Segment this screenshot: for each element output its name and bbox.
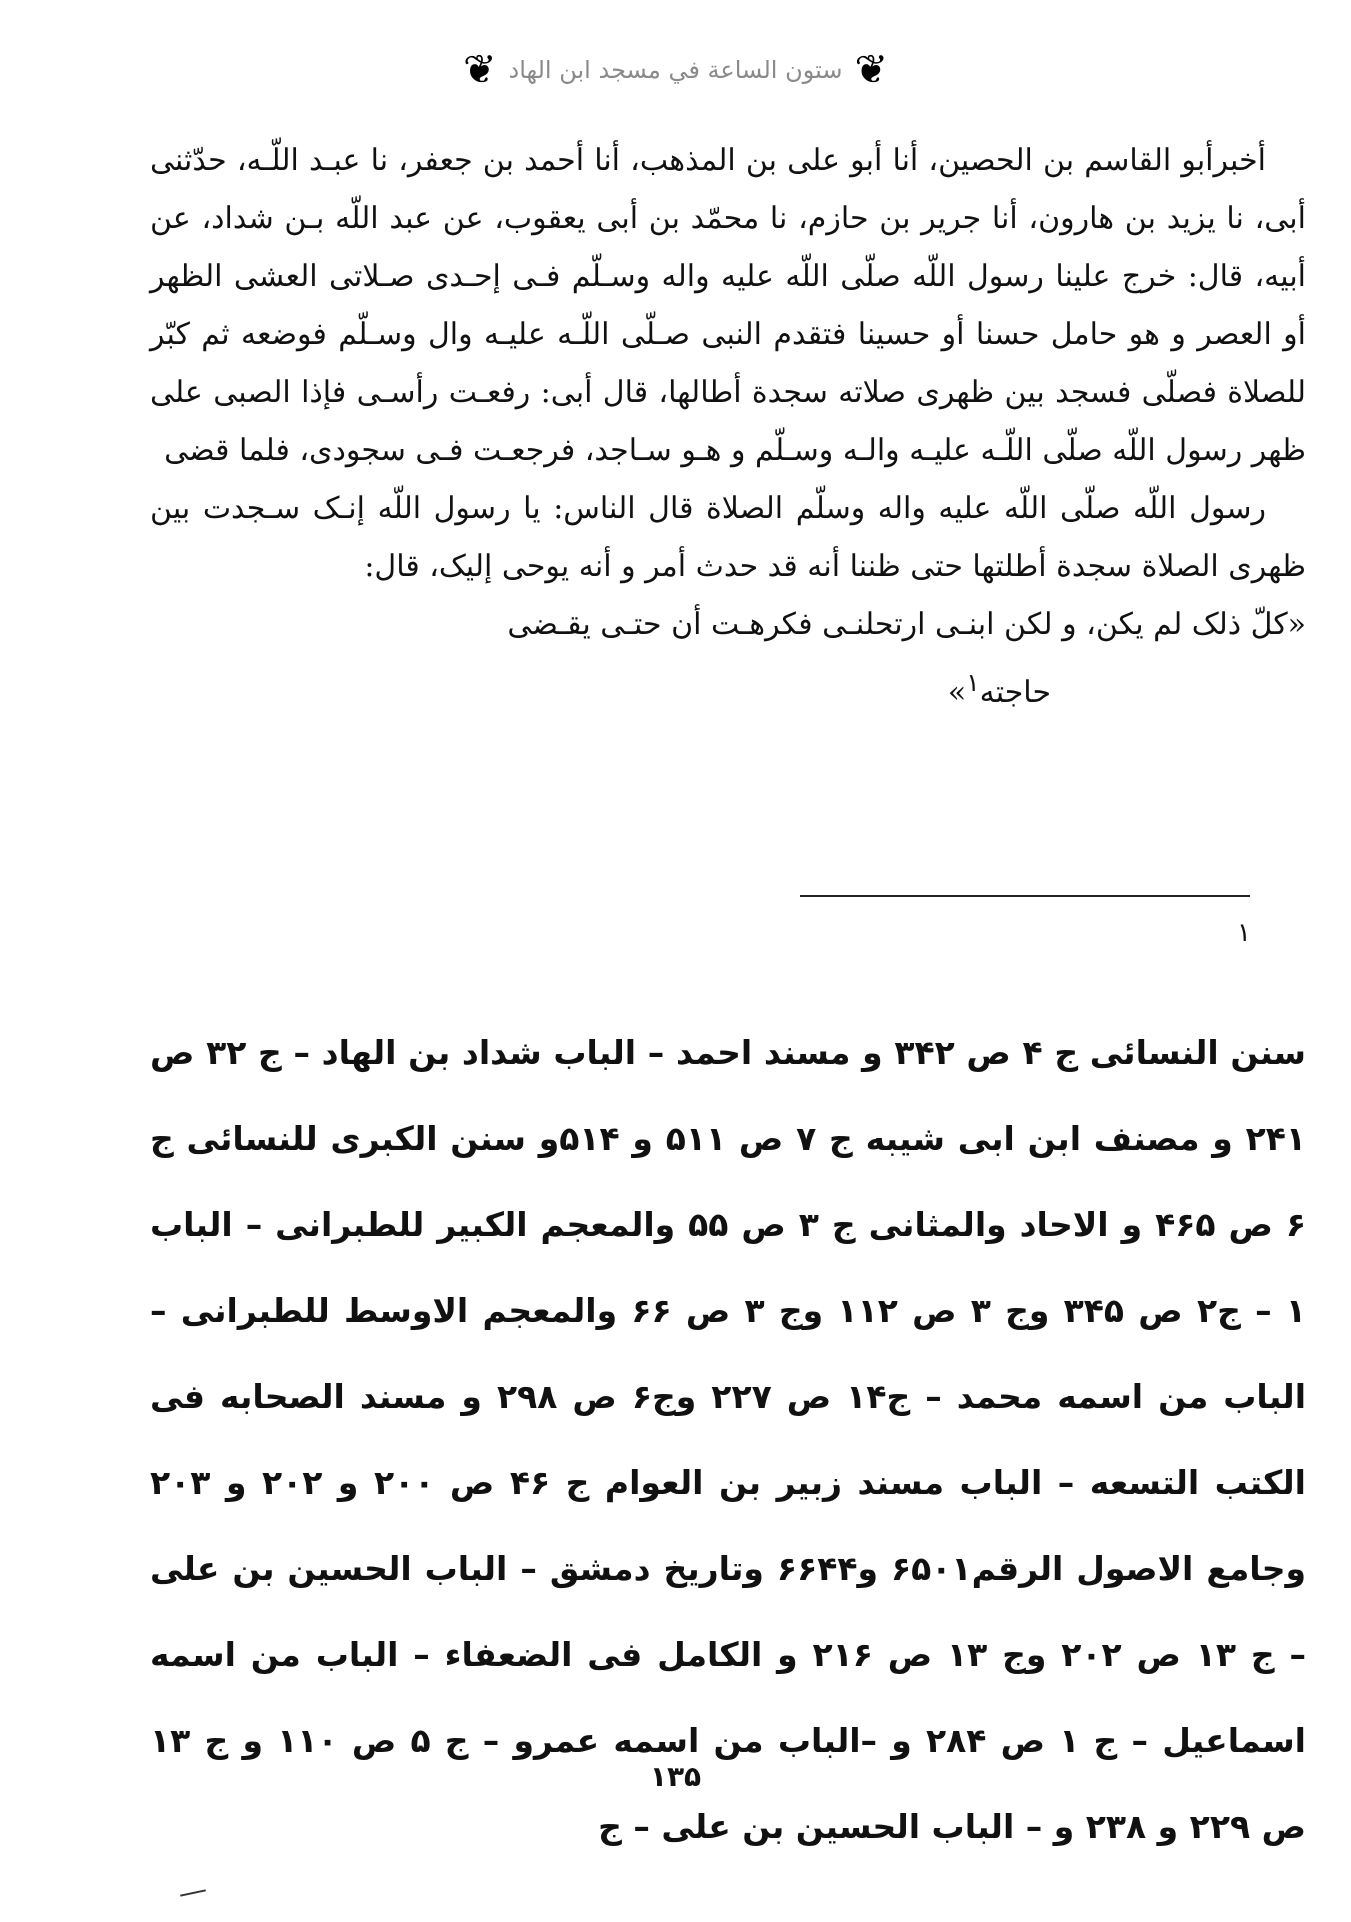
ornament-icon: ❦ [854, 47, 888, 93]
running-title: ستون الساعة في مسجد ابن الهاد [508, 56, 843, 84]
hadith-paragraph-continued: رسول اللّه صلّى اللّه عليه واله وسلّم الصلاة قال الناس: يا رسول اللّه إنـک سـجدت بين ظهرى الصلاة سجدة أطلتها حتى ظننا أنه قد حدث أمر و أنه يوحى إليک، قال: [150, 491, 1306, 584]
quote-word: حاجته [979, 675, 1051, 710]
footnote-number: ١ [1237, 918, 1251, 948]
quote-line: «كلّ ذلک لم يكن، و لكن ابنـى ارتحلنـى فكرهـت أن حتـى يقـضى [507, 607, 1306, 642]
footnote-divider [800, 895, 1250, 897]
prophet-quote [150, 596, 1306, 722]
hadith-paragraph: أخبرأبو القاسم بن الحصين، أنا أبو على بن المذهب، أنا أحمد بن جعفر، نا عبـد اللّـه، حدّثنى أبى، نا يزيد بن هارون، أنا جرير بن حازم، نا محمّد بن أبى يعقوب، عن عبد اللّه بـن شداد، عن أبيه، قال: خرج علينا رسول اللّه صلّى اللّه عليه واله وسـلّم فـى إحـدى صـلاتى العشى الظهر أو العصر و هو حامل حسنا أو حسينا فتقدم النبى صـلّى اللّـه عليـه وال وسـلّم فوضعه ثم كبّر للصلاة فصلّى فسجد بين ظهرى صلاته سجدة أطالها، قال أبى: رفعـت رأسـى فإذا الصبى على ظهر رسول اللّه صلّى اللّـه عليـه والـه وسـلّم و هـو سـاجد، فرجعـت فـى سجودى، فلما قضى [150, 143, 1306, 468]
page-number: ١٣۵ [649, 1760, 702, 1793]
margin-mark [180, 1889, 206, 1896]
quote-line [150, 654, 1306, 722]
footnote-reference: ١ [966, 668, 980, 697]
quote-close-mark: » [947, 675, 967, 710]
footnote-text: سنن النسائى ج ۴ ص ٣۴٢ و مسند احمد – الباب شداد بن الهاد – ج ٣٢ ص ٢۴١ و مصنف ابن ابى شيبه ج ٧ ص ۵١١ و ۵١۴و سنن الكبرى للنسائى ج ۶ ص ۴۶۵ و الاحاد والمثانى ج ٣ ص ۵۵ والمعجم الكبير للطبرانى – الباب ١ – ج٢ ص ٣۴۵ وج ٣ ص ١١٢ وج ٣ ص ۶۶ والمعجم الاوسط للطبرانى – الباب من اسمه محمد – ج١۴ ص ٢٢٧ وج۶ ص ٢٩٨ و مسند الصحابه فى الكتب التسعه – الباب مسند زبير بن العوام ج ۴۶ ص ٢٠٠ و ٢٠٢ و ٢٠٣ وجامع الاصول الرقم۶۵٠١ و۶۶۴۴ وتاريخ دمشق – الباب الحسين بن على – ج ١٣ ص ٢٠٢ وج ١٣ ص ٢١۶ و الكامل فى الضعفاء – الباب من اسمه اسماعيل – ج ١ ص ٢٨۴ و –الباب من اسمه عمرو – ج ۵ ص ١١٠ و ج ١٣ ص ٢٢٩ و ٢٣٨ و – الباب الحسين بن على – ج [150, 1033, 1307, 1846]
main-text [150, 132, 1306, 722]
running-header [0, 40, 1351, 100]
ornament-icon: ❦ [463, 47, 497, 93]
